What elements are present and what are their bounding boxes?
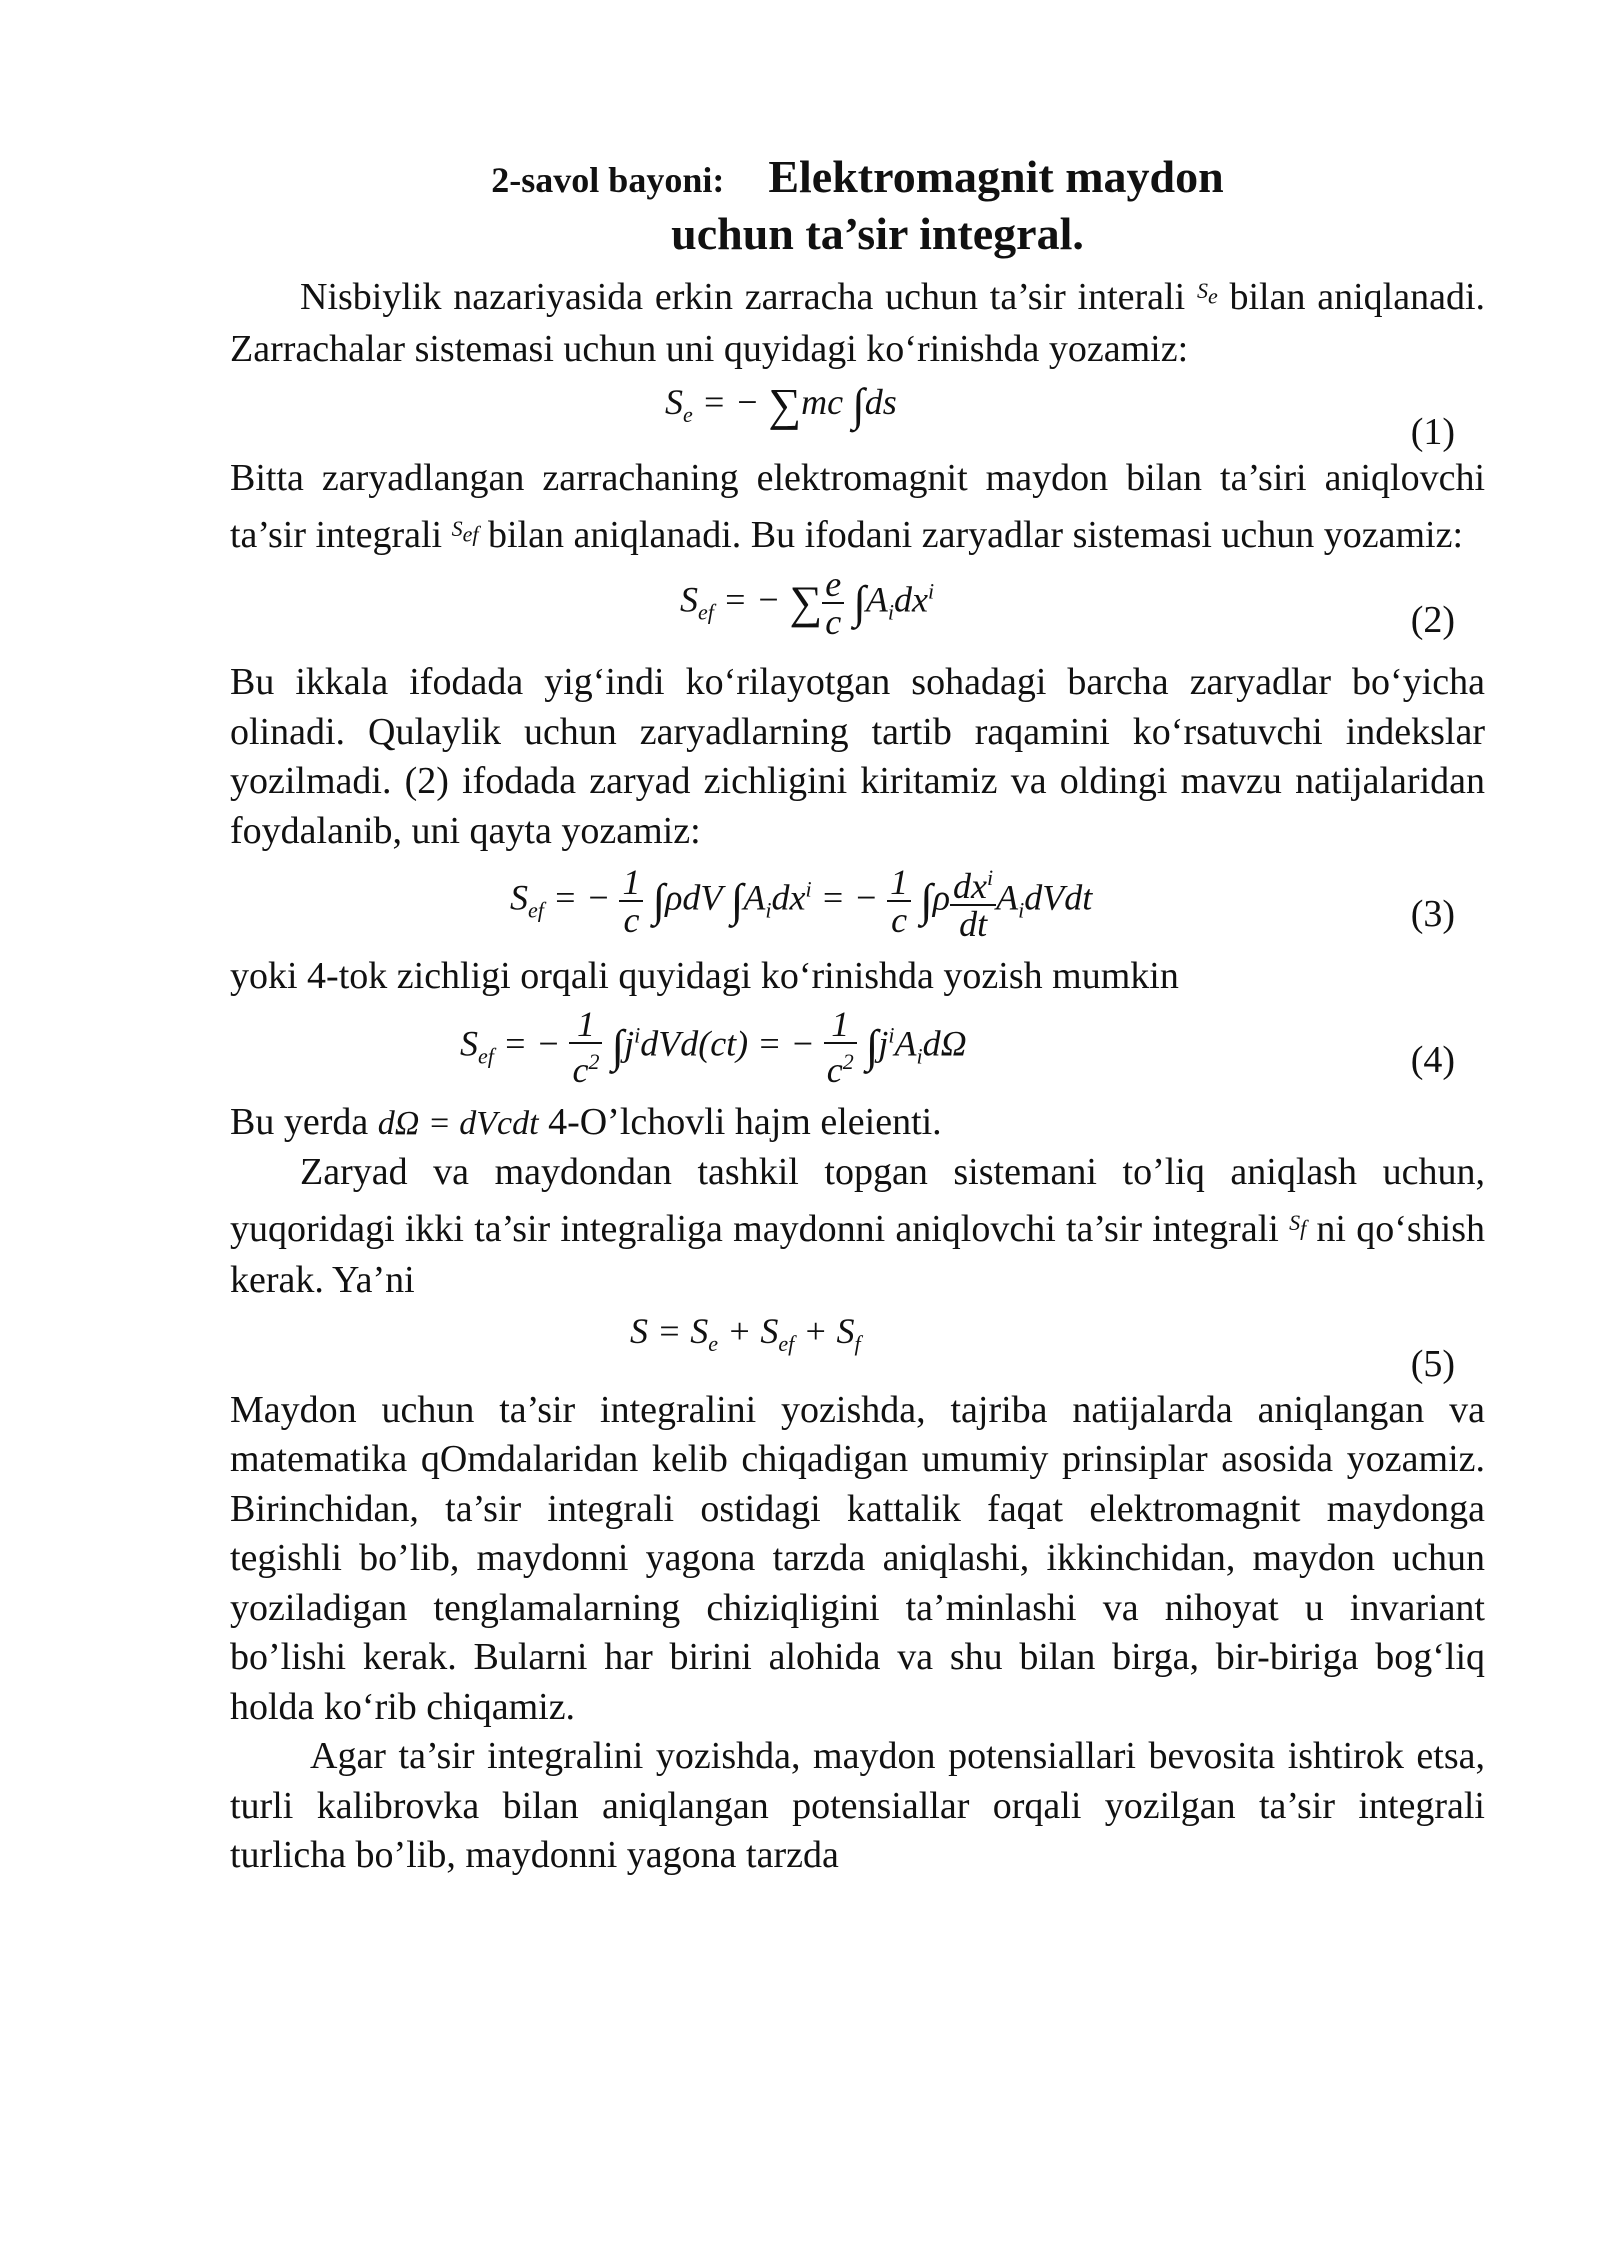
symbol-se: Se (1196, 278, 1218, 309)
section-heading (230, 150, 1485, 260)
equation-5-row (230, 1306, 1485, 1386)
title-line-2: uchun ta’sir integral. (671, 208, 1084, 259)
paragraph-8: Agar ta’sir integralini yozishda, maydon potensiallari bevosita ishtirok etsa, turli kalibrovka bilan aniqlangan potensiallar orqali yozilgan ta’sir integrali turlicha bo’lib, maydonni yagona tarzda (230, 1735, 1485, 1876)
equation-5: $S = S_e + S_{ef} + S_f$ (630, 1310, 861, 1356)
equation-number-2: (2) (1410, 599, 1455, 641)
equation-3: $S_{ef}$ = − $\frac{1}{c}$ ∫ρdV $\int A_idx^i$ = − $\frac{1}{c}$ ∫ρ $\frac{dx^i}{dt}$ $A_idVdt$ (510, 862, 1093, 944)
equation-number-5: (5) (1410, 1342, 1455, 1385)
equation-1-row (230, 374, 1485, 454)
paragraph-5: Bu yerda dΩ = dVcdt 4-O’lchovli hajm eleienti. (230, 1100, 942, 1143)
paragraph-1: Nisbiylik nazariyasida erkin zarracha uchun ta’sir interali $^{S_e}$ bilan aniqlanadi. Zarrachalar sistemasi uchun uni quyidagi ko‘rinishda yozamiz: (230, 276, 1486, 370)
equation-4: $S_{ef}$ = − $\frac{1}{c^2}$ $\int j^idVd(ct)$ = − $\frac{1}{c^2}$ $\int j^iA_id\Omega$ (460, 1003, 967, 1090)
paragraph-7: Maydon uchun ta’sir integralini yozishda, tajriba natijalarda aniqlangan va matematika qOmdalaridan kelib chiqadigan umumiy prinsiplar asosida yozamiz. Birinchidan, ta’sir integrali ostidagi kattalik faqat elektromagnit maydonga tegishli bo’lib, maydonni yagona tarzda aniqlashi, ikkinchidan, maydon uchun yoziladigan tenglamalarning chiziqligini ta’minlashi va nihoyat u invariant bo’lishi kerak. Bularni har birini alohida va shu bilan birga, bir-biriga bog‘liq holda ko‘rib chiqamiz. (230, 1388, 1485, 1728)
equation-number-1: (1) (1410, 411, 1455, 453)
paragraph-2: Bitta zaryadlangan zarrachaning elektromagnit maydon bilan ta’siri aniqlovchi ta’sir integrali $^{S_{ef}}$ bilan aniqlanadi. Bu ifodani zaryadlar sistemasi uchun yozamiz: (230, 457, 1485, 556)
equation-1: $S_e$ = − ∑mc ∫ds (665, 379, 897, 430)
equation-2-row (230, 562, 1485, 658)
paragraph-4: yoki 4-tok zichligi orqali quyidagi ko‘rinishda yozish mumkin (230, 955, 1179, 997)
equation-4-row (230, 1002, 1485, 1098)
paragraph-6: Zaryad va maydondan tashkil topgan sistemani to’liq aniqlash uchun, yuqoridagi ikki ta’sir integraliga maydonni aniqlovchi ta’sir integrali $^{S_f}$ ni qo‘shish kerak. Ya’ni (230, 1151, 1485, 1301)
paragraph-3: Bu ikkala ifodada yig‘indi ko‘rilayotgan sohadagi barcha zaryadlar bo‘yicha olinadi. Qulaylik uchun zaryadlarning tartib raqamini ko‘rsatuvchi indekslar yozilmadi. (2) ifodada zaryad zichligini kiritamiz va oldingi mavzu natijalaridan foydalanib, uni qayta yozamiz: (230, 661, 1485, 852)
title-line-1: Elektromagnit maydon (768, 151, 1224, 202)
document-content (230, 150, 1485, 1881)
equation-3-row (230, 856, 1485, 952)
symbol-domega: dΩ = dVcdt (377, 1104, 539, 1142)
symbol-sf: Sf (1289, 1209, 1307, 1240)
symbol-sef: Sef (451, 515, 479, 546)
equation-number-4: (4) (1410, 1038, 1455, 1081)
equation-number-3: (3) (1410, 893, 1455, 935)
equation-2: $S_{ef}$ = − ∑ $\frac{e}{c}$ $\int A_idx^i$ (680, 564, 935, 642)
question-label: 2-savol bayoni: (491, 160, 725, 200)
